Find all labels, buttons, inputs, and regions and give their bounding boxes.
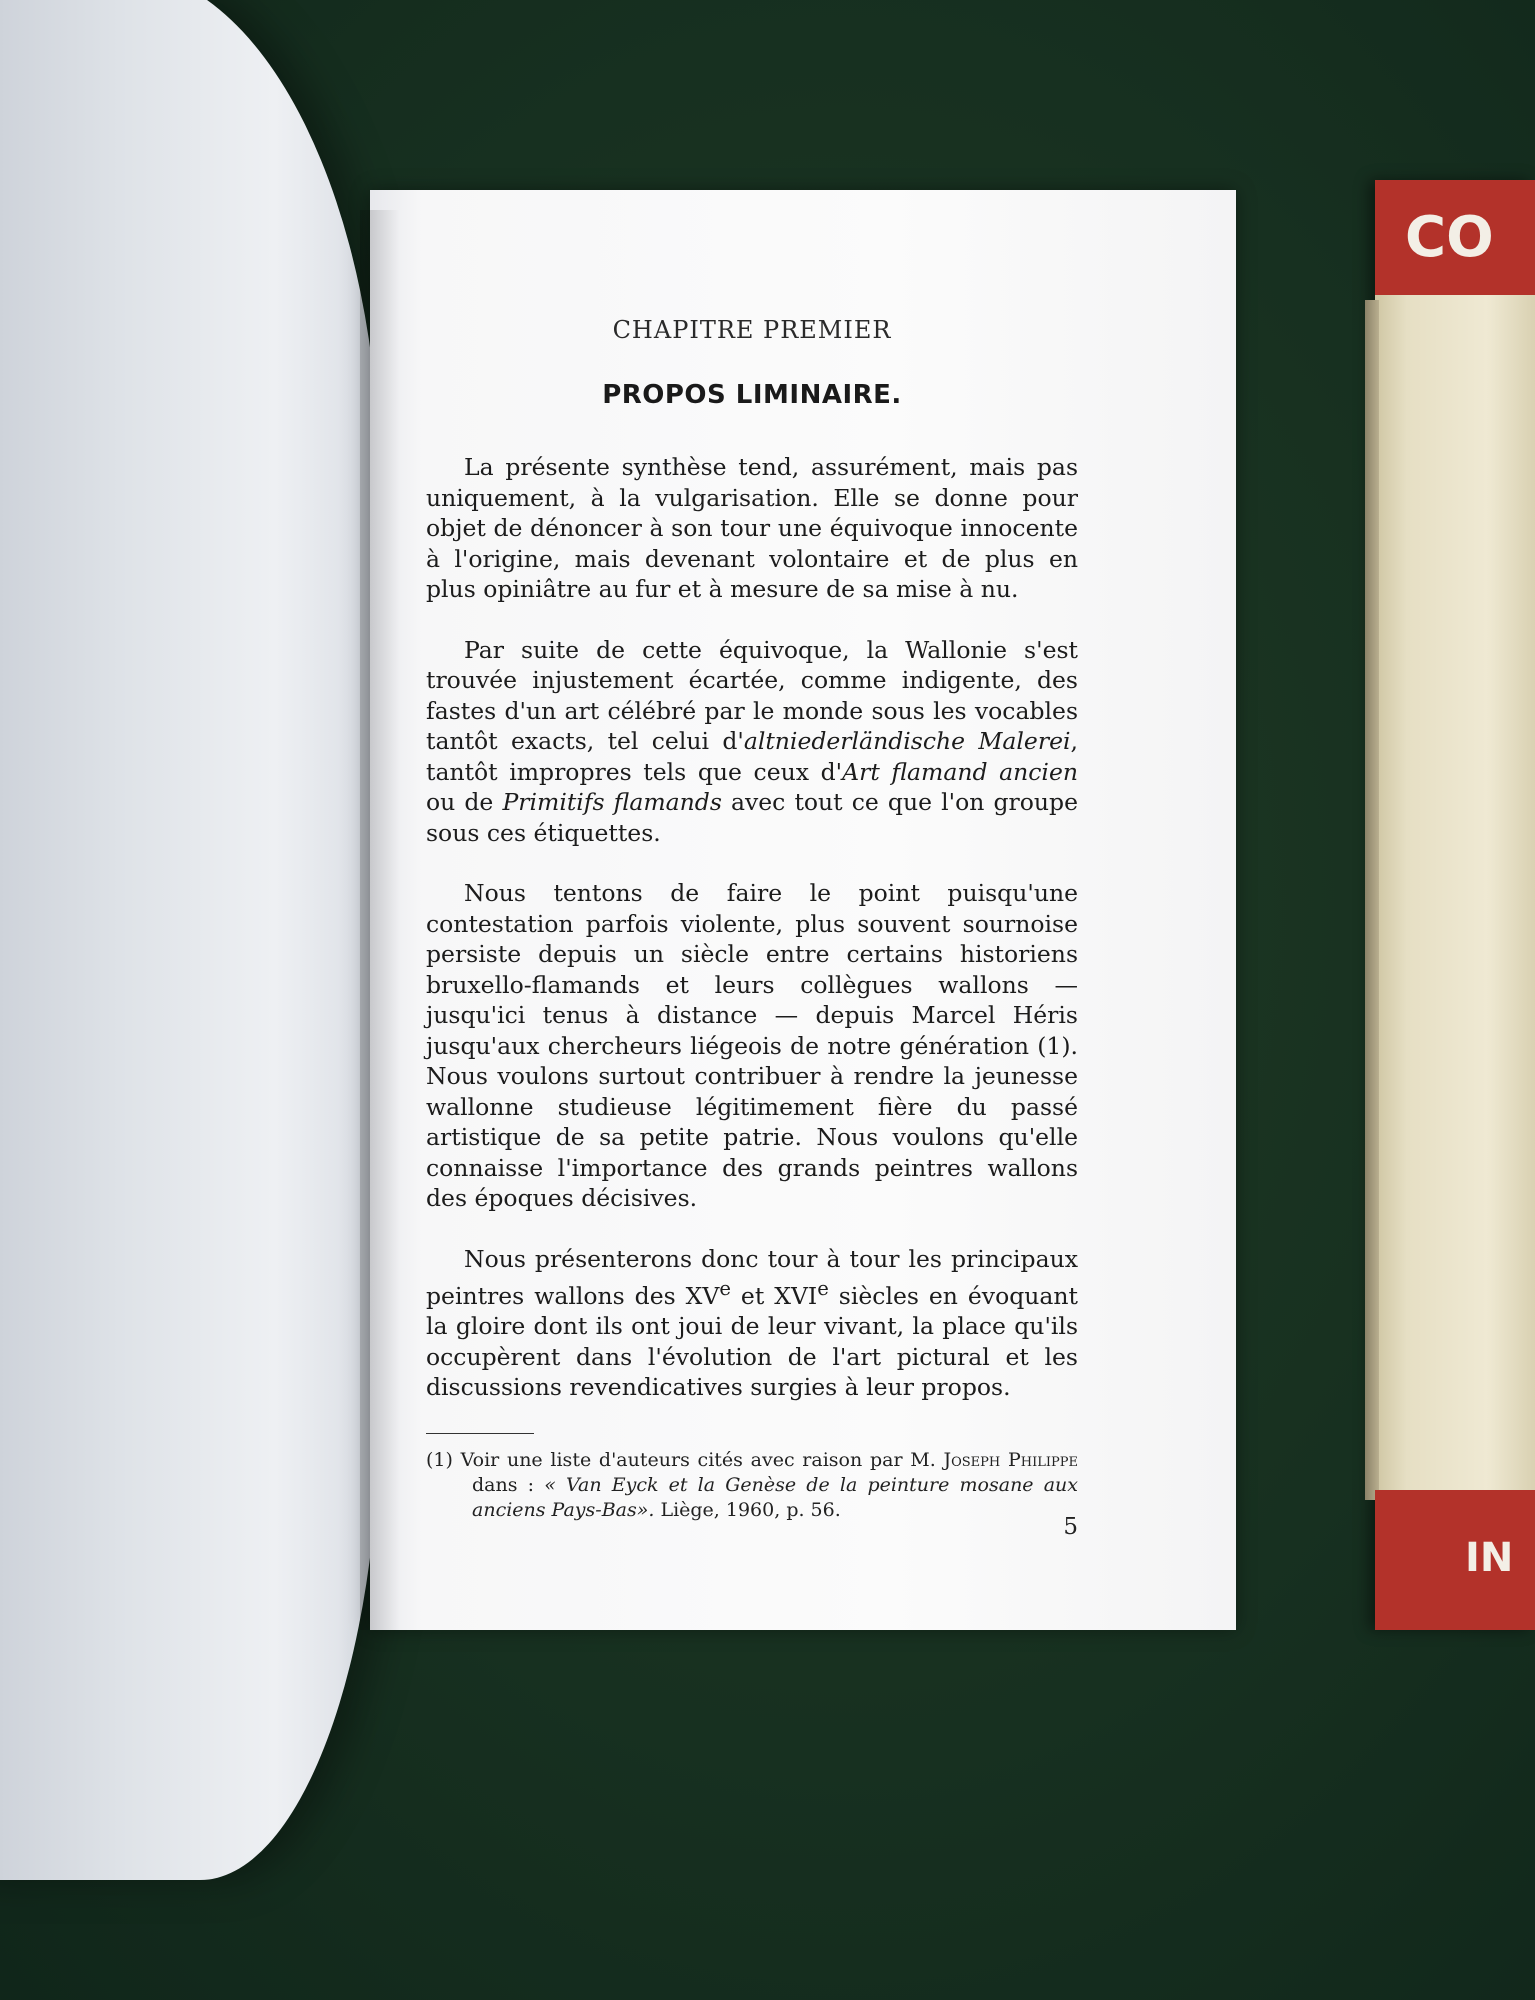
chapter-title: PROPOS LIMINAIRE. [602, 379, 902, 410]
left-page-curl [0, 0, 380, 1880]
p4-sup-2: e [817, 1277, 829, 1300]
page-number: 5 [1063, 1514, 1078, 1540]
paragraph-3: Nous tentons de faire le point puisqu'une contestation parfois violente, plus souvent sournoise persiste depuis un siècle entre certains historiens bruxello-flamands et leurs collègues wallons — jusqu'ici tenus à distance — depuis Marcel Héris jusqu'aux chercheurs liégeois de notre génération (1). Nous voulons surtout contribuer à rendre la jeunesse wallonne studieuse légitimement fière du passé artistique de sa petite patrie. Nous voulons qu'elle connaisse l'importance des grands peintres wallons des époques décisives. [426, 879, 1078, 1212]
footnote-text-1: Voir une liste d'auteurs cités avec raison par M. [452, 1448, 944, 1471]
footnote-rule [426, 1433, 534, 1434]
p4-text-3: siècles en évoquant la gloire dont ils ont joui de leur vivant, la place qu'ils occupèrent dans l'évolution de l'art pictural et les discussions revendicatives surgies à leur propos. [426, 1281, 1078, 1402]
p2-text-2: , tantôt impropres tels que ceux d' [426, 727, 1078, 786]
paragraph-2 [426, 635, 1078, 849]
footnote-italic: « Van Eyck et la Genèse de la peinture mosane aux anciens Pays-Bas». [472, 1473, 1078, 1521]
p2-italic-3: Primitifs flamands [502, 788, 722, 816]
book-page [370, 190, 1236, 1630]
p2-text-4: avec tout ce que l'on groupe sous ces étiquettes. [426, 788, 1078, 847]
ghost-text-bleed [91, 488, 138, 585]
footnote-text-2: dans : [472, 1473, 545, 1496]
p2-text-3: ou de [426, 788, 503, 816]
book-gutter-shadow [360, 210, 400, 1630]
footnote [426, 1448, 1078, 1523]
cover-bottom-band: IN [1375, 1490, 1535, 1630]
cover-top-band: CO [1375, 180, 1535, 295]
footnote-text-3: Liège, 1960, p. 56. [654, 1498, 841, 1521]
p4-text-2: et XVI [730, 1281, 818, 1310]
p4-sup-1: e [719, 1277, 731, 1300]
page-text-block [426, 315, 1078, 1523]
paragraph-1: La présente synthèse tend, assurément, mais pas uniquement, à la vulgarisation. Elle se donne pour objet de dénoncer à son tour une équivoque innocente à l'origine, mais devenant volontaire et de plus en plus opiniâtre au fur et à mesure de sa mise à nu. [426, 453, 1078, 603]
second-book-spine [1365, 300, 1379, 1500]
p2-italic-1: altniederländische Malerei [743, 727, 1071, 755]
second-book-cover [1375, 180, 1535, 1630]
footnote-marker: (1) [426, 1448, 453, 1471]
p2-text-1: Par suite de cette équivoque, la Wallonie s'est trouvée injustement écartée, comme indigente, des fastes d'un art célébré par le monde sous les vocables tantôt exacts, tel celui d' [426, 635, 1078, 755]
p2-italic-2: Art flamand ancien [842, 757, 1078, 786]
paragraph-4 [426, 1244, 1078, 1403]
chapter-heading: CHAPITRE PREMIER [612, 316, 892, 344]
p4-text-1: Nous présenterons donc tour à tour les principaux peintres wallons des XV [426, 1244, 1078, 1310]
footnote-author: Joseph Philippe [943, 1448, 1078, 1471]
